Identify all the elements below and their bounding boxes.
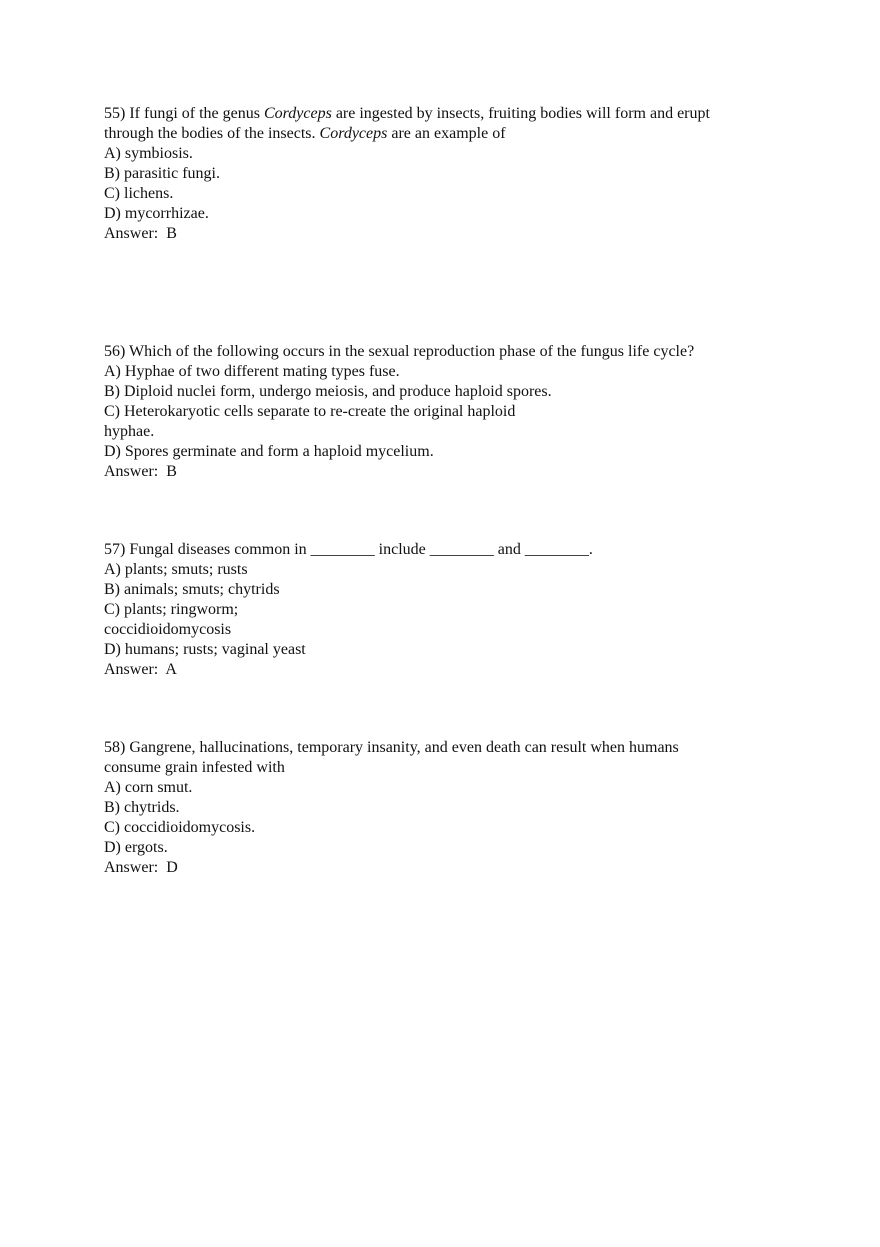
option-b: B) chytrids. — [104, 799, 180, 816]
option-a: A) Hyphae of two different mating types fuse. — [104, 363, 400, 380]
option-d: D) ergots. — [104, 839, 168, 856]
question-58-stem-line-2: consume grain infested with — [104, 759, 285, 776]
option-c: C) plants; ringworm; — [104, 601, 239, 618]
question-57-stem: 57) Fungal diseases common in ________ include ________ and ________. — [104, 541, 593, 558]
genus-name: Cordyceps — [319, 125, 388, 142]
answer: Answer: B — [104, 225, 177, 242]
option-c-continued: coccidioidomycosis — [104, 621, 232, 638]
question-55-stem-line-1: 55) If fungi of the genus Cordyceps are ingested by insects, fruiting bodies will form and erupt — [104, 105, 710, 122]
question-58 — [104, 738, 804, 878]
option-c: C) Heterokaryotic cells separate to re-create the original haploid — [104, 403, 516, 420]
option-c: C) lichens. — [104, 185, 174, 202]
answer: Answer: A — [104, 661, 177, 678]
option-a: A) symbiosis. — [104, 145, 193, 162]
option-a: A) plants; smuts; rusts — [104, 561, 248, 578]
option-a: A) corn smut. — [104, 779, 193, 796]
question-56-stem: 56) Which of the following occurs in the sexual reproduction phase of the fungus life cycle? — [104, 343, 695, 360]
question-58-stem-line-1: 58) Gangrene, hallucinations, temporary insanity, and even death can result when humans — [104, 739, 679, 756]
option-b: B) parasitic fungi. — [104, 165, 220, 182]
option-b: B) Diploid nuclei form, undergo meiosis, and produce haploid spores. — [104, 383, 552, 400]
question-55-stem-line-2: through the bodies of the insects. Cordyceps are an example of — [104, 125, 506, 142]
option-d: D) mycorrhizae. — [104, 205, 209, 222]
question-57 — [104, 540, 804, 680]
option-c-continued: hyphae. — [104, 423, 155, 440]
question-56 — [104, 342, 804, 482]
genus-name: Cordyceps — [263, 105, 332, 122]
question-55 — [104, 104, 804, 244]
option-d: D) Spores germinate and form a haploid mycelium. — [104, 443, 434, 460]
answer: Answer: D — [104, 859, 178, 876]
answer: Answer: B — [104, 463, 177, 480]
option-c: C) coccidioidomycosis. — [104, 819, 256, 836]
option-b: B) animals; smuts; chytrids — [104, 581, 280, 598]
option-d: D) humans; rusts; vaginal yeast — [104, 641, 306, 658]
